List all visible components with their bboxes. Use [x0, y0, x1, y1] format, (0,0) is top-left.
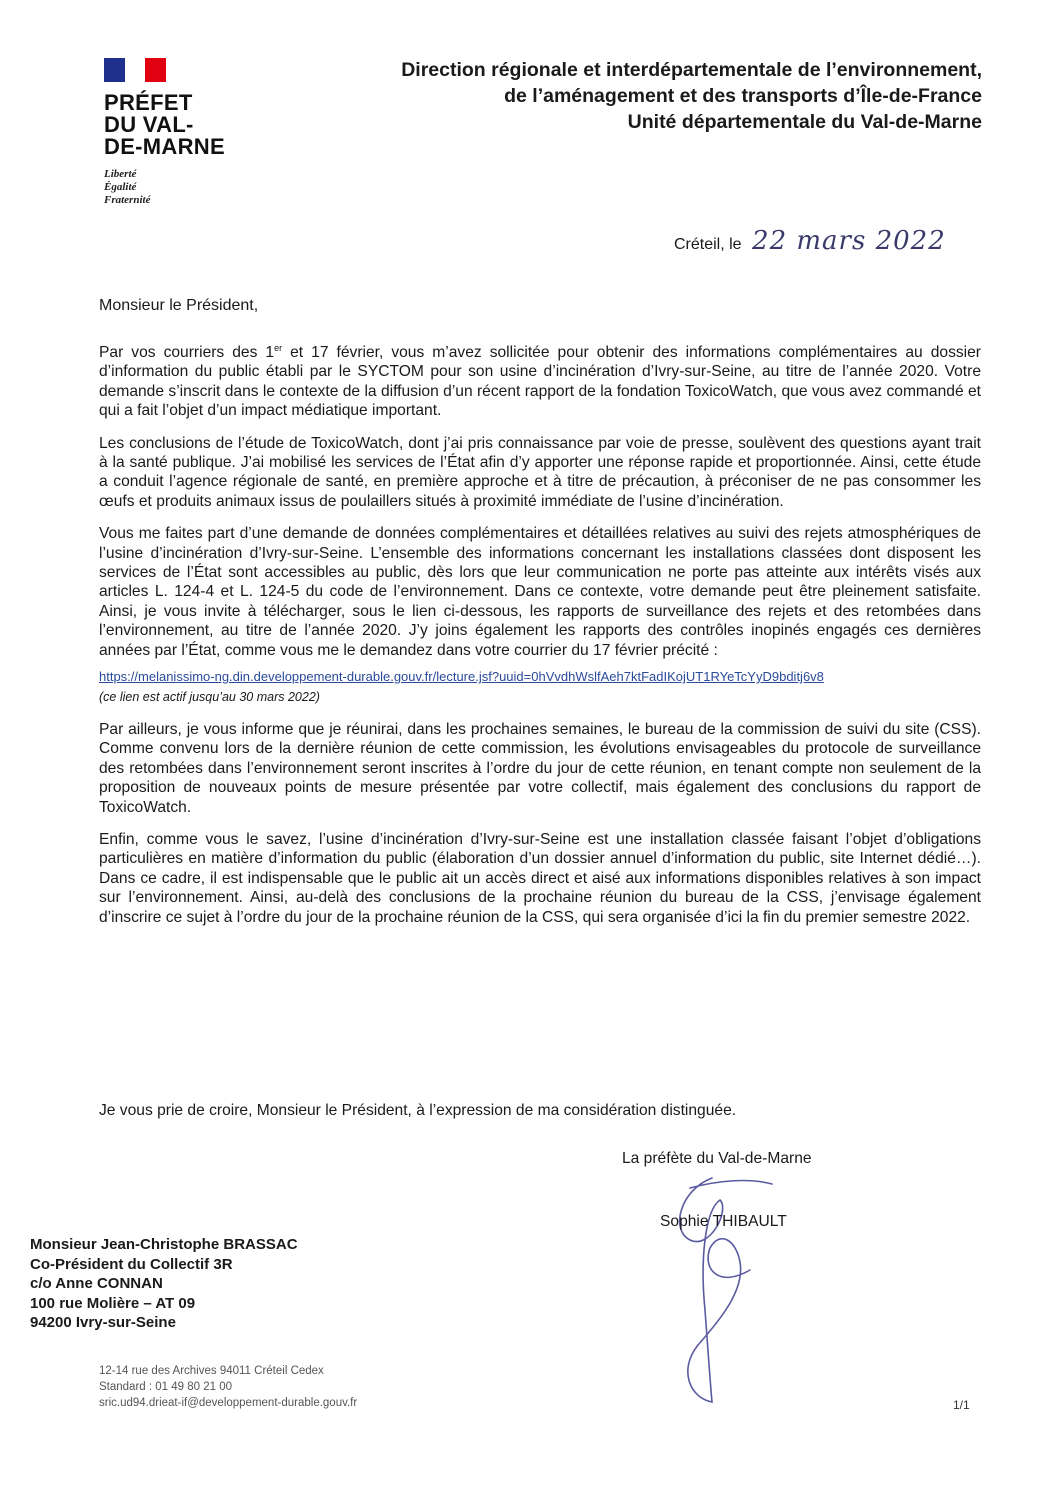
footer-line: Standard : 01 49 80 21 00: [99, 1381, 232, 1393]
paragraph: Enfin, comme vous le savez, l’usine d’incinération d’Ivry-sur-Seine est une installation classée faisant l’objet d’obligations particulières en matière d’information du public (élaboration d’un dossier annuel d’information du public, site Internet dédié…). Dans ce cadre, il est indispensable que le public ait un accès direct et aisé aux informations disponibles relatives à son impact sur l’environnement. Ainsi, au-delà des conclusions de la prochaine réunion du bureau de la CSS, j’envisage également d’inscrire ce sujet à l’ordre du jour de la prochaine réunion de la CSS, qui sera organisée d’ici la fin du premier semestre 2022.: [99, 830, 981, 926]
republic-motto: [104, 168, 244, 207]
footer-line: 12-14 rue des Archives 94011 Créteil Cedex: [99, 1365, 324, 1377]
link-expiry-note: (ce lien est actif jusqu’au 30 mars 2022): [99, 689, 320, 704]
paragraph: [99, 343, 981, 421]
footer-line: sric.ud94.drieat-if@developpement-durable.gouv.fr: [99, 1397, 358, 1409]
recipient-line: c/o Anne CONNAN: [30, 1275, 163, 1292]
recipient-line: 94200 Ivry-sur-Seine: [30, 1314, 176, 1331]
paragraph-text: Par vos courriers des 1: [99, 344, 275, 361]
recipient-address: [30, 1235, 298, 1333]
paragraph: Les conclusions de l’étude de ToxicoWatch, dont j’ai pris connaissance par voie de presse, soulèvent des questions ayant trait à la santé publique. J’ai mobilisé les services de l’État afin d’y apporter une réponse rapide et proportionnée. Ainsi, cette étude a conduit l’agence régionale de santé, en première approche et à titre de précaution, à préconiser de ne pas consommer les œufs et produits animaux issus de poulaillers situés à proximité immédiate de l’usine d’incinération.: [99, 434, 981, 510]
letterhead-line: Unité départementale du Val-de-Marne: [627, 111, 982, 133]
letterhead-line: Direction régionale et interdépartementale de l’environnement,: [401, 59, 982, 81]
handwritten-date: 22 mars 2022: [752, 226, 946, 256]
prefecture-name-line: DU VAL-: [104, 112, 194, 137]
paragraph: Vous me faites part d’une demande de données complémentaires et détaillées relatives au suivi des rejets atmosphériques de l’usine d’incinération d’Ivry-sur-Seine. L’ensemble des informations concernant les installations classées dont disposent les services de l’État sont accessibles au public, dès lors que leur communication ne porte pas atteinte aux intérêts visés aux articles L. 124-4 et L. 124-5 du code de l’environnement. Dans ce contexte, votre demande peut être pleinement satisfaite. Ainsi, je vous invite à télécharger, sous le lien ci-dessous, les rapports de surveillance des rejets et des retombées dans l’environnement, au titre de l’année 2020. J’y joins également les rapports des contrôles inopinés engagés ces dernières années par l’État, comme vous me le demandez dans votre courrier du 17 février précité :: [99, 525, 981, 659]
letterhead-line: de l’aménagement et des transports d’Île-de-France: [504, 85, 982, 107]
download-link[interactable]: https://melanissimo-ng.din.developpement-durable.gouv.fr/lecture.jsf?uuid=0hVvdhWslfAeh7ktFadIKojUT1RYeTcYyD9bditj6v8: [99, 669, 824, 685]
marianne-flag-icon: [104, 58, 166, 82]
prefecture-name-line: DE-MARNE: [104, 134, 225, 159]
motto-line: Liberté: [104, 168, 137, 180]
sender-contact-footer: [99, 1363, 357, 1411]
motto-line: Fraternité: [104, 194, 151, 206]
closing-formula: Je vous prie de croire, Monsieur le Président, à l’expression de ma considération distinguée.: [99, 1102, 737, 1119]
salutation: Monsieur le Président,: [99, 297, 259, 314]
ordinal-superscript: er: [274, 342, 283, 353]
letter-body: [99, 343, 981, 940]
motto-line: Égalité: [104, 181, 137, 193]
date-prefix: Créteil, le: [674, 236, 742, 253]
signatory-title: La préfète du Val-de-Marne: [622, 1150, 812, 1167]
recipient-line: Co-Président du Collectif 3R: [30, 1255, 233, 1273]
letter-date: [674, 226, 946, 256]
paragraph: Par ailleurs, je vous informe que je réunirai, dans les prochaines semaines, le bureau de la commission de suivi du site (CSS). Comme convenu lors de la dernière réunion de cette commission, les évolutions envisageables du protocole de surveillance des retombées dans l’environnement seront inscrites à l’ordre du jour de cette réunion, en tenant compte non seulement de la proposition de nouveaux points de mesure présentée par votre collectif, mais également des conclusions du rapport de ToxicoWatch.: [99, 720, 981, 816]
letterhead: [282, 57, 982, 135]
handwritten-signature: [650, 1170, 780, 1410]
prefecture-name-line: PRÉFET: [104, 90, 193, 115]
prefecture-name: [104, 92, 244, 158]
download-link-block: [99, 667, 981, 707]
recipient-line: 100 rue Molière – AT 09: [30, 1294, 196, 1312]
recipient-line: Monsieur Jean-Christophe BRASSAC: [30, 1236, 298, 1253]
prefecture-logo: [104, 58, 244, 207]
signatory-name: Sophie THIBAULT: [660, 1213, 787, 1230]
paragraph-text: et 17 février, vous m’avez sollicitée pour obtenir des informations complémentaires au dossier d’information du public établi par le SYCTOM pour son usine d’incinération d’Ivry-sur-Seine, au titre de l’année 2020. Votre demande s’inscrit dans le contexte de la diffusion d’un récent rapport de la fondation ToxicoWatch, que vous avez commandé et qui a fait l’objet d’un impact médiatique important.: [99, 344, 981, 420]
page-number: 1/1: [953, 1398, 970, 1412]
